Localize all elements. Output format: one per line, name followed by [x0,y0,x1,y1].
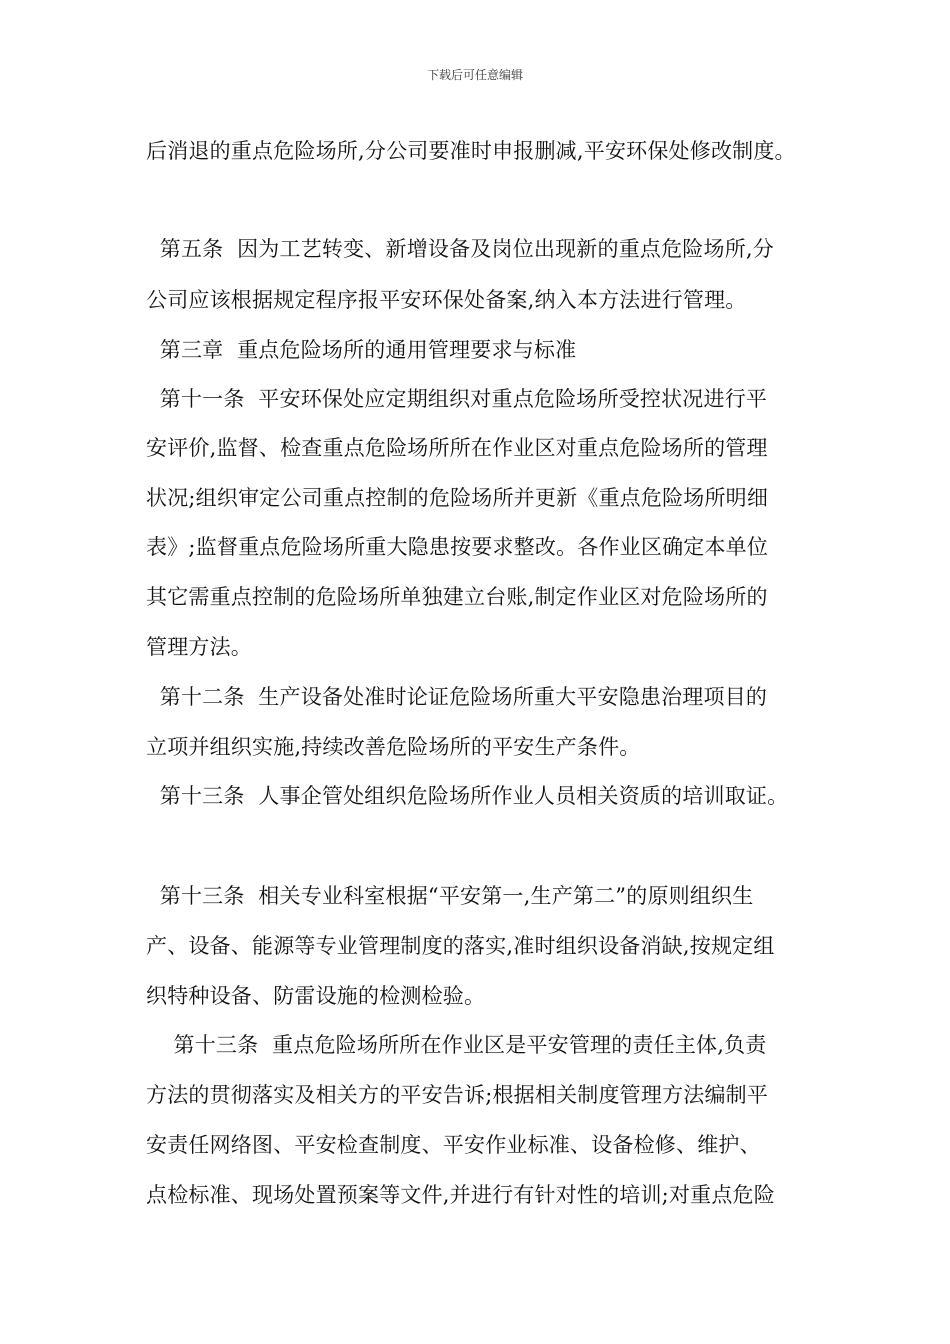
text-line: 第十二条 生产设备处准时论证危险场所重大平安隐患治理项目的 [146,685,768,709]
text-line: 第十三条 相关专业科室根据“平安第一,生产第二”的原则组织生 [146,884,754,908]
text-line: 后消退的重点危险场所,分公司要准时申报删减,平安环保处修改制度。 [146,139,796,163]
text-line: 状况;组织审定公司重点控制的危险场所并更新《重点危险场所明细 [146,486,769,510]
text-line: 表》;监督重点危险场所重大隐患按要求整改。各作业区确定本单位 [146,535,769,559]
text-line: 第十三条 重点危险场所所在作业区是平安管理的责任主体,负责 [146,1033,767,1057]
page-header: 下载后可任意编辑 [426,68,523,82]
text-line: 产、设备、能源等专业管理制度的落实,准时组织设备消缺,按规定组 [146,934,775,958]
text-line: 管理方法。 [146,635,252,659]
section-heading: 第三章 重点危险场所的通用管理要求与标准 [146,338,577,362]
text-line: 第五条 因为工艺转变、新增设备及岗位出现新的重点危险场所,分 [146,237,774,261]
text-line: 其它需重点控制的危险场所单独建立台账,制定作业区对危险场所的 [146,585,768,609]
text-line: 安责任网络图、平安检查制度、平安作业标准、设备检修、维护、 [146,1133,761,1157]
text-line: 点检标准、现场处置预案等文件,并进行有针对性的培训;对重点危险 [146,1183,775,1207]
text-line: 第十一条 平安环保处应定期组织对重点危险场所受控状况进行平 [146,387,768,411]
text-line: 立项并组织实施,持续改善危险场所的平安生产条件。 [146,735,641,759]
text-line: 第十三条 人事企管处组织危险场所作业人员相关资质的培训取证。 [146,784,789,808]
text-line: 安评价,监督、检查重点危险场所所在作业区对重点危险场所的管理 [146,436,768,460]
text-line: 方法的贯彻落实及相关方的平安告诉;根据相关制度管理方法编制平 [146,1083,769,1107]
text-line: 织特种设备、防雷设施的检测检验。 [146,984,486,1008]
text-line: 公司应该根据规定程序报平安环保处备案,纳入本方法进行管理。 [146,288,747,312]
